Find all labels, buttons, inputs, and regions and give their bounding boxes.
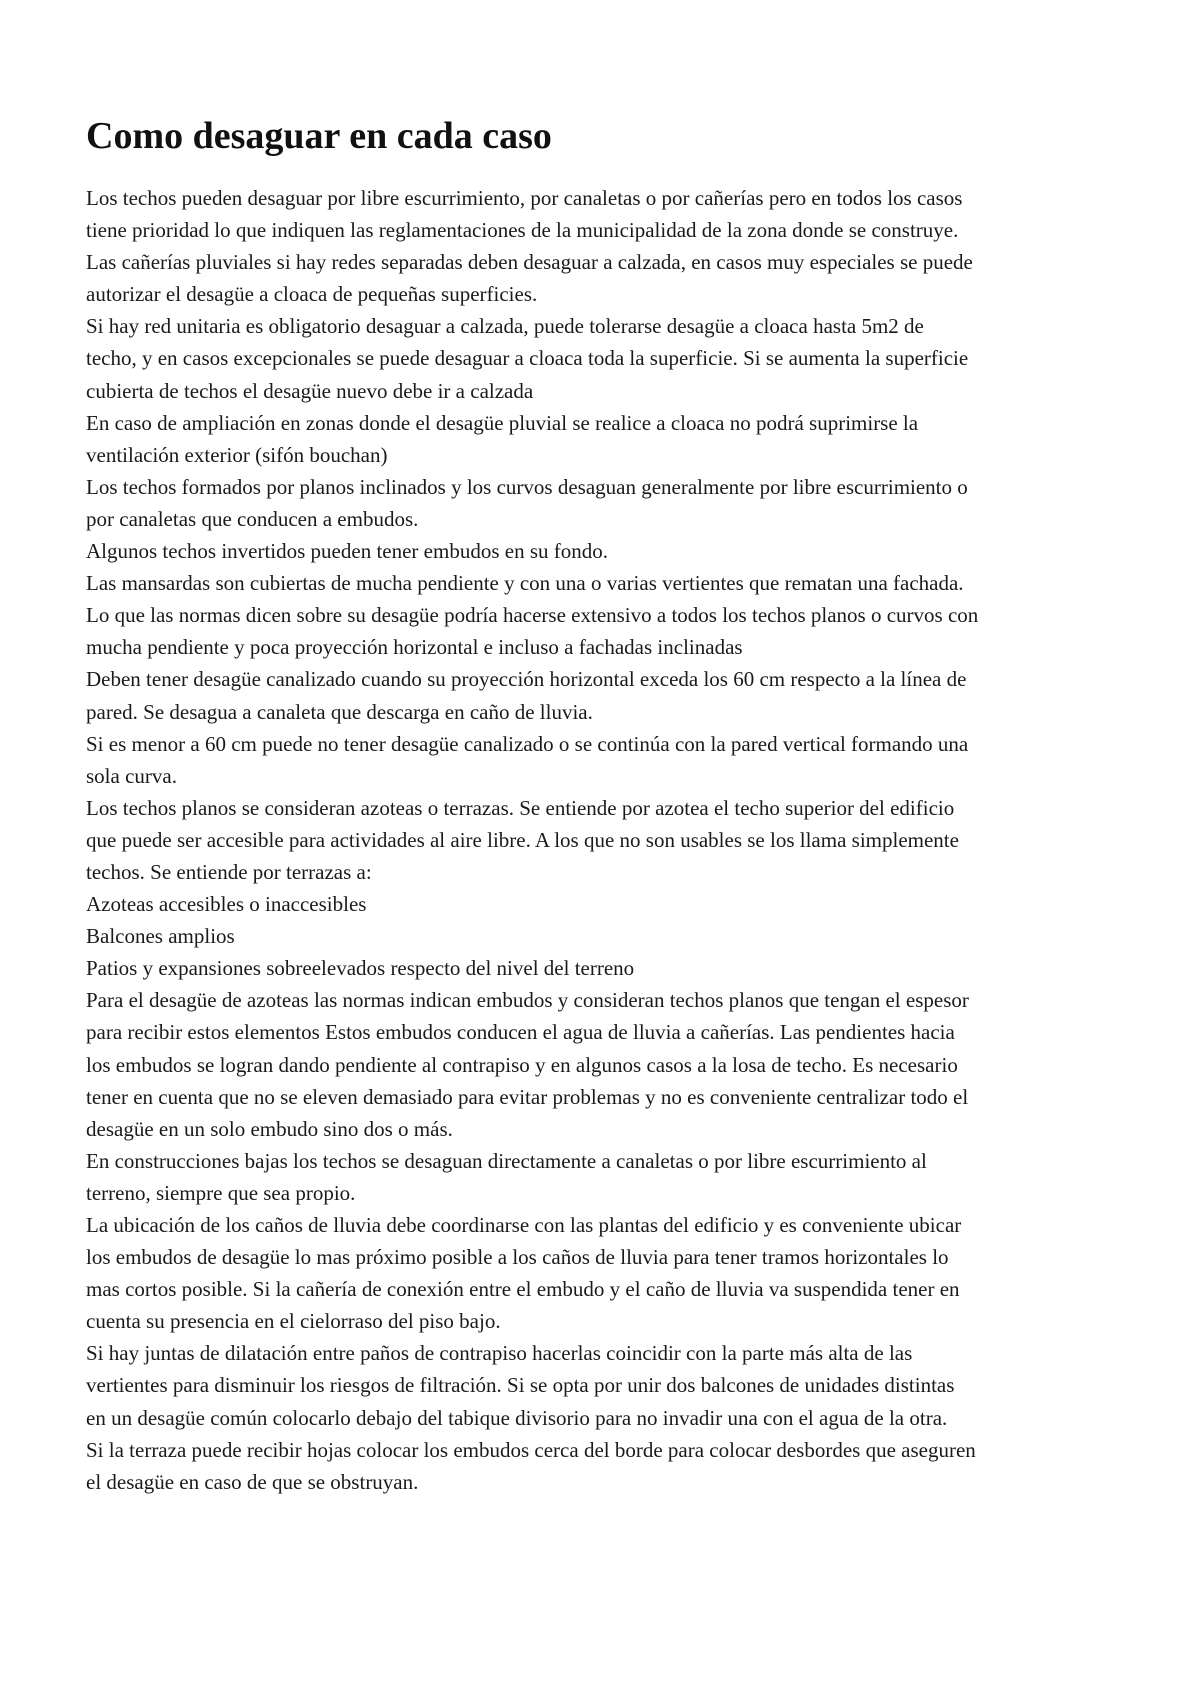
text-line: Si hay red unitaria es obligatorio desaguar a calzada, puede tolerarse desagüe a cloaca hasta 5m2 de [86,314,924,339]
document-body [86,112,1136,1498]
text-line: pared. Se desagua a canaleta que descarga en caño de lluvia. [86,699,593,724]
text-line: terreno, siempre que sea propio. [86,1180,356,1205]
text-line: Si la terraza puede recibir hojas colocar los embudos cerca del borde para colocar desbordes que aseguren [86,1437,976,1462]
text-line: Los techos planos se consideran azoteas o terrazas. Se entiende por azotea el techo superior del edificio [86,795,955,820]
text-line: Azoteas accesibles o inaccesibles [86,892,367,917]
text-line: que puede ser accesible para actividades al aire libre. A los que no son usables se los llama simplemente [86,827,959,852]
page-title: Como desaguar en cada caso [86,115,552,157]
text-line: autorizar el desagüe a cloaca de pequeñas superficies. [86,282,538,307]
text-line: mas cortos posible. Si la cañería de conexión entre el embudo y el caño de lluvia va suspendida tener en [86,1277,960,1302]
text-line: Las cañerías pluviales si hay redes separadas deben desaguar a calzada, en casos muy especiales se puede [86,250,973,275]
text-line: techos. Se entiende por terrazas a: [86,859,372,884]
text-line: Las mansardas son cubiertas de mucha pendiente y con una o varias vertientes que rematan una fachada. [86,571,964,596]
text-line: por canaletas que conducen a embudos. [86,506,419,531]
text-line: vertientes para disminuir los riesgos de filtración. Si se opta por unir dos balcones de unidades distintas [86,1373,955,1398]
text-line: sola curva. [86,763,177,788]
text-line: Si es menor a 60 cm puede no tener desagüe canalizado o se continúa con la pared vertical formando una [86,731,969,756]
text-line: para recibir estos elementos Estos embudos conducen el agua de lluvia a cañerías. Las pendientes hacia [86,1020,955,1045]
text-line: ventilación exterior (sifón bouchan) [86,442,388,467]
text-line: Los techos pueden desaguar por libre escurrimiento, por canaletas o por cañerías pero en todos los casos [86,186,963,210]
text-line: Lo que las normas dicen sobre su desagüe podría hacerse extensivo a todos los techos planos o curvos con [86,603,979,628]
text-line: tiene prioridad lo que indiquen las reglamentaciones de la municipalidad de la zona donde se construye. [86,218,959,243]
text-line: La ubicación de los caños de lluvia debe coordinarse con las plantas del edificio y es conveniente ubicar [86,1213,962,1237]
text-line: Los techos formados por planos inclinados y los curvos desaguan generalmente por libre escurrimiento o [86,474,968,499]
text-line: el desagüe en caso de que se obstruyan. [86,1469,419,1494]
text-line: Balcones amplios [86,924,235,949]
text-line: techo, y en casos excepcionales se puede desaguar a cloaca toda la superficie. Si se aumenta la superficie [86,346,969,371]
text-line: desagüe en un solo embudo sino dos o más. [86,1116,453,1141]
text-line: mucha pendiente y poca proyección horizontal e incluso a fachadas inclinadas [86,635,743,660]
text-line: en un desagüe común colocarlo debajo del tabique divisorio para no invadir una con el agua de la otra. [86,1405,948,1430]
text-line: Si hay juntas de dilatación entre paños de contrapiso hacerlas coincidir con la parte más alta de las [86,1341,913,1366]
text-line: Deben tener desagüe canalizado cuando su proyección horizontal exceda los 60 cm respecto a la línea de [86,667,967,692]
text-line: Para el desagüe de azoteas las normas indican embudos y consideran techos planos que tengan el espesor [86,988,969,1013]
text-line: tener en cuenta que no se eleven demasiado para evitar problemas y no es conveniente centralizar todo el [86,1084,969,1109]
text-line: Patios y expansiones sobreelevados respecto del nivel del terreno [86,956,635,981]
text-line: cuenta su presencia en el cielorraso del piso bajo. [86,1309,501,1334]
text-line: Algunos techos invertidos pueden tener embudos en su fondo. [86,539,608,564]
text-line: En caso de ampliación en zonas donde el desagüe pluvial se realice a cloaca no podrá suprimirse la [86,410,919,435]
text-line: cubierta de techos el desagüe nuevo debe ir a calzada [86,378,534,403]
text-line: los embudos se logran dando pendiente al contrapiso y en algunos casos a la losa de techo. Es necesario [86,1052,958,1077]
body-text [86,182,1136,1498]
text-line: En construcciones bajas los techos se desaguan directamente a canaletas o por libre escurrimiento al [86,1148,927,1173]
text-line: los embudos de desagüe lo mas próximo posible a los caños de lluvia para tener tramos horizontales lo [86,1245,949,1270]
